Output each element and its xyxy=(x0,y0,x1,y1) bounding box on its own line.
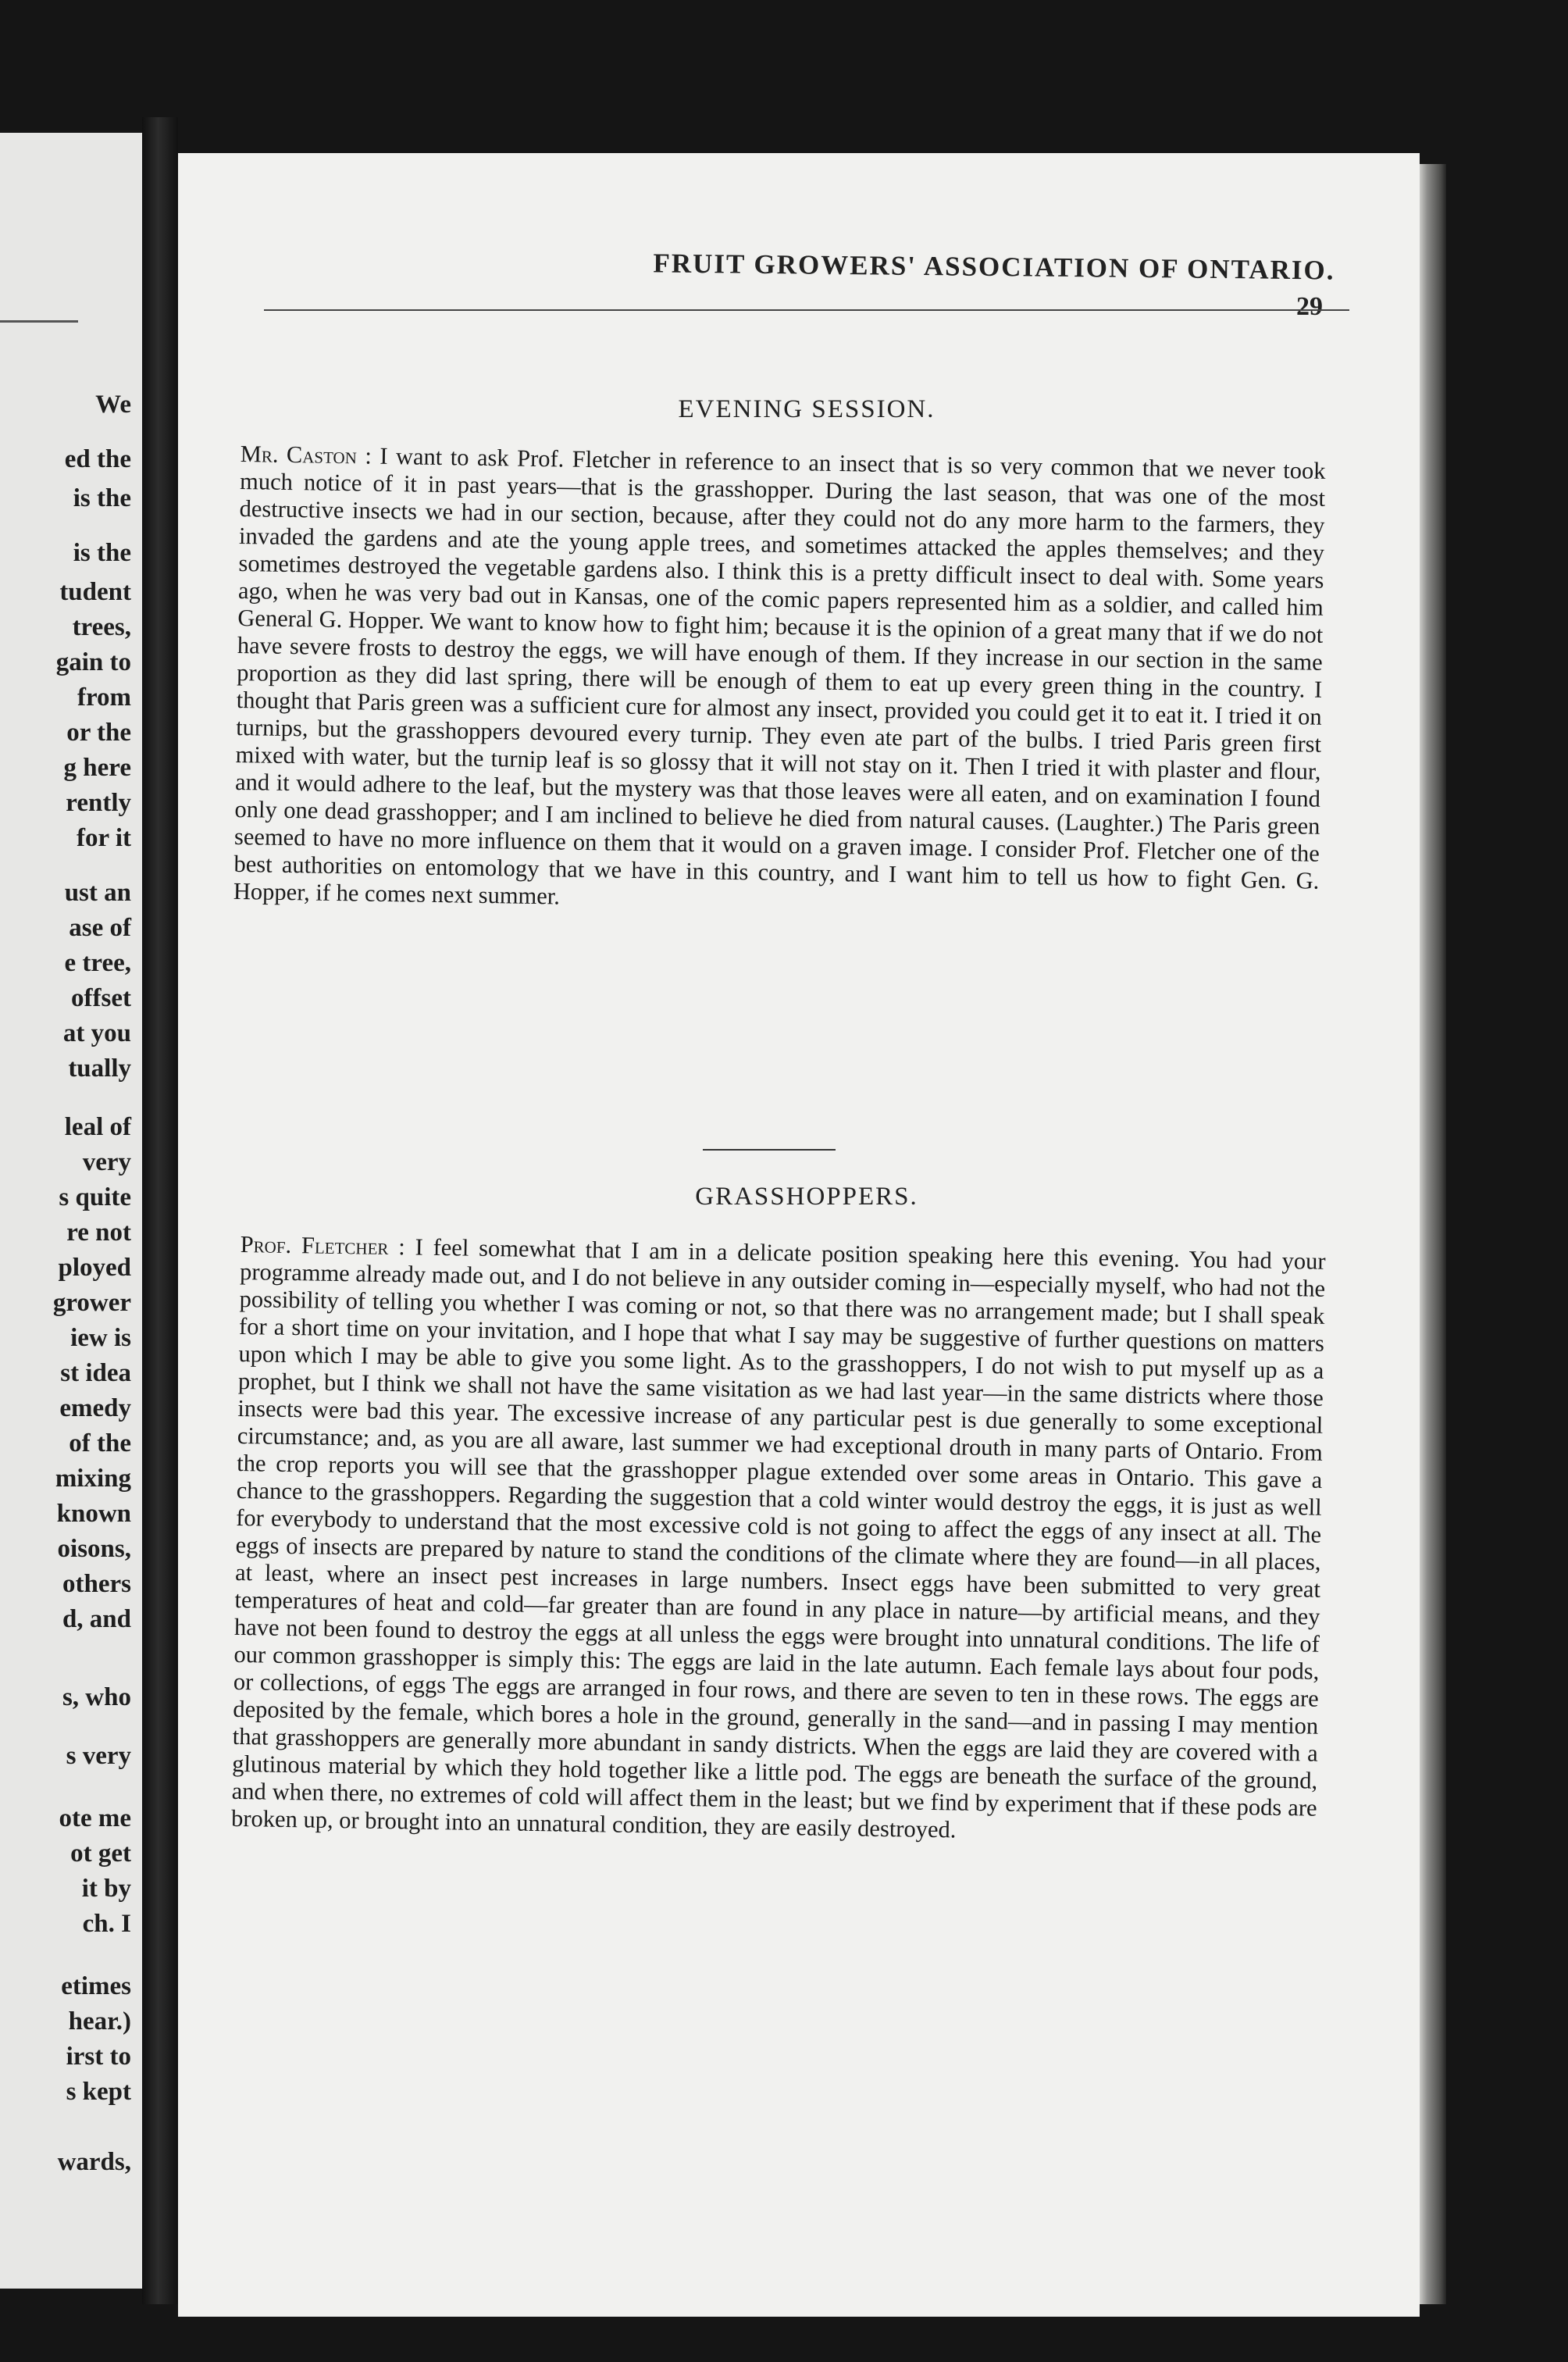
left-page-line: ot get xyxy=(70,1839,131,1868)
left-page-line: irst to xyxy=(66,2043,131,2071)
paragraph-fletcher xyxy=(231,1231,1326,1850)
left-page-line: ust an xyxy=(64,879,131,907)
page-edge xyxy=(1420,164,1446,2304)
left-page-line: d, and xyxy=(62,1605,131,1633)
left-page-line: oisons, xyxy=(57,1535,131,1563)
left-page-fragment xyxy=(0,133,142,2289)
left-page-line: We xyxy=(95,391,131,419)
left-page-line: s kept xyxy=(66,2078,131,2106)
left-page-line: e tree, xyxy=(64,949,131,977)
left-page-line: is the xyxy=(73,539,131,567)
left-page-line: ployed xyxy=(58,1254,131,1282)
left-page-line: wards, xyxy=(57,2148,131,2176)
left-page-line: very xyxy=(82,1148,131,1176)
left-page-line: tually xyxy=(68,1054,131,1083)
left-page-line: for it xyxy=(77,824,131,852)
page-number: 29 xyxy=(1296,292,1323,321)
left-page-line: s, who xyxy=(62,1683,131,1711)
left-page-line: or the xyxy=(66,719,131,747)
paragraph-fletcher-text: I feel somewhat that I am in a delicate position speaking here this evening. You had your programme already made out, and I do not believe in any outsider coming in—especially myself, who had not the possibility of telling you whether I was coming or not, so that there was no arrangement made; but I shall speak for a short time on your invitation, and I hope that what I say may be suggestive of further questions on matters upon which I may be able to give you some light. As to the grasshoppers, I do not wish to put myself up as a prophet, but I think we shall not have the same visitation as we had last year—in the same districts where those insects were bad this year. The excessive increase of any particular pest is due generally to some exceptional circumstance; and, as you are all aware, last summer we had exceptional drouth in many parts of Ontario. From the crop reports you will see that the grasshopper plague extended over some areas in Ontario. This gave a chance to the grasshoppers. Regarding the suggestion that a cold winter would destroy the eggs, it is just as well for everybody to understand that the most excessive cold is not going to affect the eggs of any insect at all. The eggs of insects are prepared by nature to stand the conditions of the climate where they are found—in all places, at least, where an insect pest increases in large numbers. Insect eggs have been submitted to very great temperatures of heat and cold—far greater than are found in any place in nature—by artificial means, and they have not been found to destroy the eggs at all unless the eggs were brought into unnatural conditions. The life of our common grasshopper is simply this: The eggs are laid in the late autumn. Each female lays about four pods, or collections, of eggs The eggs are arranged in four rows, and there are seven to ten in these rows. The eggs are deposited by the female, which bores a hole in the ground, generally in the sand—and in passing I may mention that grasshoppers are generally more abundant in sandy districts. When the eggs are laid they are covered with a glutinous material by which they hold together like a little pod. The eggs are beneath the surface of the ground, and when there, no extremes of cold will affect them in the least; but we find by experiment that if these pods are broken up, or brought into an unnatural condition, they are easily destroyed. xyxy=(230,1233,1326,1843)
left-page-line: mixing xyxy=(55,1465,131,1493)
left-page-line: g here xyxy=(63,754,131,782)
section-divider xyxy=(703,1149,836,1151)
left-page-line: it by xyxy=(81,1875,131,1903)
running-title: FRUIT GROWERS' ASSOCIATION OF ONTARIO. xyxy=(653,248,1335,286)
left-page-line: s quite xyxy=(59,1183,131,1211)
left-page-line: known xyxy=(56,1500,131,1528)
section-title-evening-session: EVENING SESSION. xyxy=(678,395,935,423)
left-page-line: ase of xyxy=(69,914,131,942)
paragraph-caston-text: I want to ask Prof. Fletcher in reference to an insect that is so very common that we never took much notice of it in past years—that is the grasshopper. During the last season, that was one of the most destructive insects we had in our section, because, after they could not do any more harm to the farmers, they invaded the gardens and ate the young apple trees, and sometimes attacked the apples themselves; and they sometimes destroyed the vegetable gardens also. I think this is a pretty difficult insect to deal with. Some years ago, when he was very bad out in Kansas, one of the comic papers represented him as a soldier, and called him General G. Hopper. We want to know how to fight him; because it is the opinion of a great many that if we do not have severe frosts to destroy the eggs, we will have enough of them. If they increase in our section in the same proportion as they did last spring, there will be enough of them to eat up every green thing in the country. I thought that Paris green was a sufficient cure for almost any insect, provided you could get it to eat it. I tried it on turnips, but the grasshoppers devoured every turnip. They even ate part of the bulbs. I tried Paris green first mixed with water, but the turnip leaf is so glossy that it will not stay on it. Then I tried it with plaster and flour, and it would adhere to the leaf, but the mystery was that those leaves were all eaten, and on examination I found only one dead grasshopper; and I am inclined to believe he died from natural causes. (Laughter.) The Paris green seemed to have no more influence on them that it would on a graven image. I consider Prof. Fletcher one of the best authorities on entomology that we have in this country, and I want him to tell us how to fight Gen. G. Hopper, if he comes next summer. xyxy=(233,442,1326,910)
left-page-line: others xyxy=(62,1570,131,1598)
left-page-rule xyxy=(0,320,78,323)
left-page-line: iew is xyxy=(70,1324,131,1352)
left-page-line: leal of xyxy=(64,1113,131,1141)
paragraph-caston xyxy=(233,441,1326,922)
left-page-line: tudent xyxy=(59,578,131,606)
left-page-line: of the xyxy=(69,1429,131,1458)
speaker-caston: Mr. Caston : xyxy=(240,441,372,469)
left-page-line: is the xyxy=(73,484,131,512)
left-page-line: hear.) xyxy=(68,2007,131,2036)
header-rule xyxy=(264,309,1349,311)
left-page-line: ote me xyxy=(59,1804,131,1832)
left-page-line: trees, xyxy=(72,613,131,641)
left-page-line: emedy xyxy=(59,1394,131,1422)
left-page-line: re not xyxy=(66,1218,131,1247)
left-page-line: rently xyxy=(66,789,131,817)
speaker-fletcher: Prof. Fletcher : xyxy=(240,1231,406,1261)
left-page-line: at you xyxy=(62,1019,131,1047)
left-page-line: ch. I xyxy=(82,1910,131,1938)
section-title-grasshoppers: GRASSHOPPERS. xyxy=(695,1183,918,1211)
book-gutter xyxy=(142,117,178,2304)
left-page-line: gain to xyxy=(55,648,131,676)
left-page-line: st idea xyxy=(60,1359,131,1387)
left-page-line: offset xyxy=(71,984,131,1012)
left-page-line: ed the xyxy=(64,445,131,473)
page xyxy=(178,153,1420,2317)
left-page-line: etimes xyxy=(61,1972,131,2000)
left-page-line: from xyxy=(77,683,131,712)
left-page-line: s very xyxy=(66,1742,131,1770)
left-page-line: grower xyxy=(52,1289,131,1317)
